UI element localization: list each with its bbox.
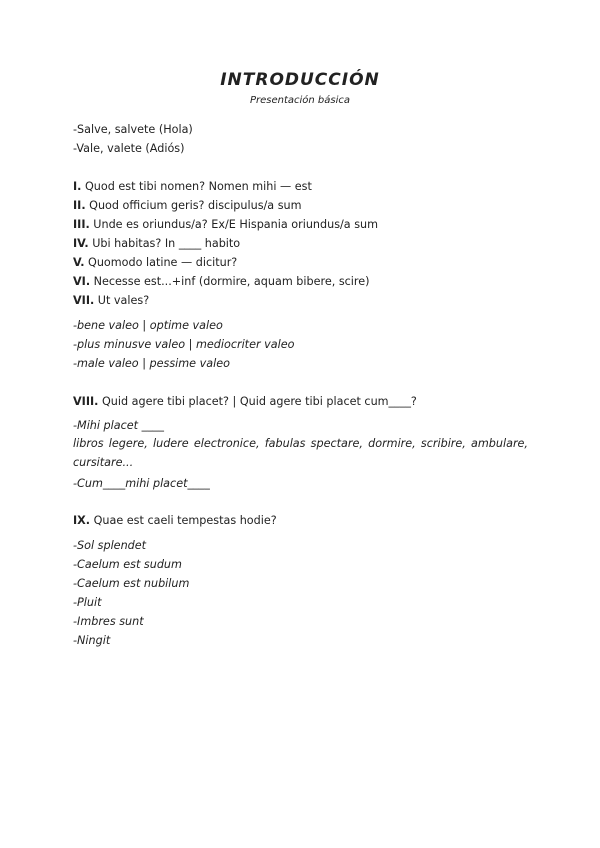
answer-line: -bene valeo | optime valeo <box>73 319 223 332</box>
question-text: Ut vales? <box>94 294 150 307</box>
question-text: Quomodo latine — dicitur? <box>84 256 238 269</box>
question-text: Quod est tibi nomen? Nomen mihi — est <box>81 180 312 193</box>
page-subtitle: Presentación básica <box>249 95 351 106</box>
weather-line: -Imbres sunt <box>73 615 144 628</box>
question-text: Necesse est...+inf (dormire, aquam bibere, scire) <box>90 275 370 288</box>
question-line <box>73 513 277 528</box>
question-line <box>73 198 302 213</box>
question-line <box>73 394 417 409</box>
question-line <box>73 179 312 194</box>
question-line <box>73 293 149 308</box>
greeting-line: -Vale, valete (Adiós) <box>73 142 185 155</box>
answer-line: -Mihi placet ____ <box>73 419 164 432</box>
question-text: Quid agere tibi placet? | Quid agere tibi placet cum____? <box>98 395 417 408</box>
question-line <box>73 217 378 232</box>
question-number: VI. <box>73 275 91 288</box>
activities-paragraph: libros legere, ludere electronice, fabulas spectare, dormire, scribire, ambulare, cursitare... <box>73 437 528 469</box>
weather-line: -Ningit <box>73 634 111 647</box>
question-line <box>73 274 370 289</box>
question-number: VIII. <box>73 395 99 408</box>
answer-line: -male valeo | pessime valeo <box>73 357 230 370</box>
question-number: III. <box>73 218 90 231</box>
question-number: V. <box>73 256 85 269</box>
question-text: Ubi habitas? In ____ habito <box>88 237 241 250</box>
question-number: II. <box>73 199 86 212</box>
question-number: VII. <box>73 294 95 307</box>
weather-line: -Sol splendet <box>73 539 147 552</box>
question-text: Unde es oriundus/a? Ex/E Hispania oriundus/a sum <box>89 218 379 231</box>
question-text: Quae est caeli tempestas hodie? <box>90 514 277 527</box>
question-text: Quod officium geris? discipulus/a sum <box>85 199 302 212</box>
question-line <box>73 236 240 251</box>
answer-line: -Cum____mihi placet____ <box>73 477 210 490</box>
question-number: IV. <box>73 237 89 250</box>
weather-line: -Pluit <box>73 596 102 609</box>
weather-line: -Caelum est nubilum <box>73 577 190 590</box>
question-number: I. <box>73 180 82 193</box>
answer-line: -plus minusve valeo | mediocriter valeo <box>73 338 295 351</box>
page-title: INTRODUCCIÓN <box>220 70 380 90</box>
weather-line: -Caelum est sudum <box>73 558 182 571</box>
greeting-line: -Salve, salvete (Hola) <box>73 123 193 136</box>
question-line <box>73 255 237 270</box>
question-number: IX. <box>73 514 91 527</box>
